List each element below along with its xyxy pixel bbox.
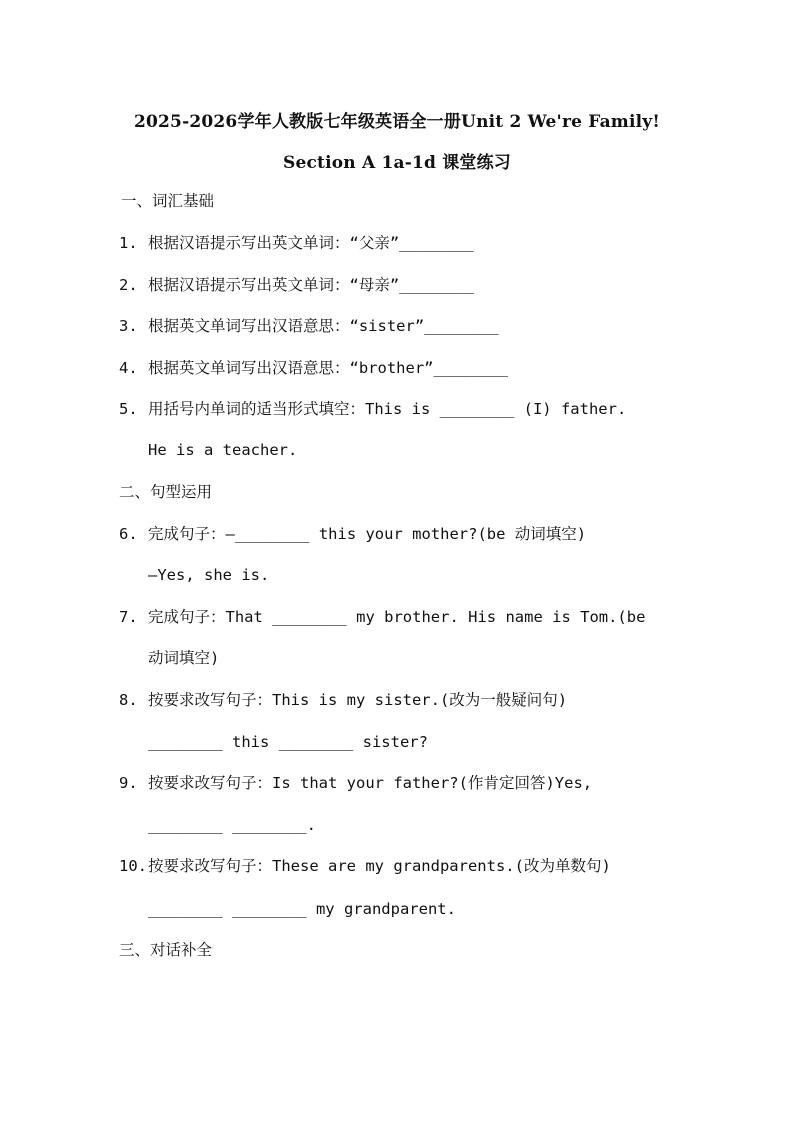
question-number: 1. <box>119 234 138 252</box>
question-number: 10. <box>119 857 147 875</box>
question-number: 3. <box>119 317 138 335</box>
question-7-continuation: 动词填空) <box>148 649 220 667</box>
question-5 <box>119 399 626 419</box>
question-text: 按要求改写句子：This is my sister.(改为一般疑问句) <box>148 691 568 709</box>
question-text: 根据汉语提示写出英文单词：“父亲”________ <box>148 234 474 252</box>
question-text: 完成句子：—________ this your mother?(be 动词填空) <box>148 525 587 543</box>
question-9 <box>119 773 592 793</box>
question-8 <box>119 690 567 710</box>
question-text: 根据英文单词写出汉语意思：“sister”________ <box>148 317 499 335</box>
question-text: 根据英文单词写出汉语意思：“brother”________ <box>148 359 509 377</box>
question-number: 7. <box>119 608 138 626</box>
question-6-continuation: —Yes, she is. <box>148 566 270 584</box>
question-text: 按要求改写句子：These are my grandparents.(改为单数句) <box>148 857 611 875</box>
question-number: 2. <box>119 276 138 294</box>
section-heading-dialogue: 三、对话补全 <box>119 941 213 959</box>
question-3 <box>119 316 499 336</box>
question-number: 8. <box>119 691 138 709</box>
question-text: 完成句子：That ________ my brother. His name is Tom.(be <box>148 608 646 626</box>
question-1 <box>119 233 474 253</box>
question-2 <box>119 275 474 295</box>
question-text: 按要求改写句子：Is that your father?(作肯定回答)Yes, <box>148 774 593 792</box>
document-title-line2: Section A 1a-1d 课堂练习 <box>282 153 511 173</box>
section-heading-sentences: 二、句型运用 <box>119 483 213 501</box>
question-4 <box>119 358 508 378</box>
question-10-continuation: ________ ________ my grandparent. <box>148 900 456 918</box>
question-8-continuation: ________ this ________ sister? <box>148 733 428 751</box>
question-number: 6. <box>119 525 138 543</box>
question-text: 用括号内单词的适当形式填空：This is ________ (I) father. <box>148 400 627 418</box>
document-title-line1: 2025-2026学年人教版七年级英语全一册Unit 2 We're Family! <box>133 112 661 132</box>
question-7 <box>119 607 645 627</box>
section-heading-vocabulary: 一、词汇基础 <box>121 192 215 210</box>
question-10 <box>119 856 611 876</box>
question-number: 5. <box>119 400 138 418</box>
question-text: 根据汉语提示写出英文单词：“母亲”________ <box>148 276 474 294</box>
question-5-continuation: He is a teacher. <box>148 441 298 459</box>
question-number: 4. <box>119 359 138 377</box>
question-6 <box>119 524 586 544</box>
question-9-continuation: ________ ________. <box>148 816 316 834</box>
question-number: 9. <box>119 774 138 792</box>
